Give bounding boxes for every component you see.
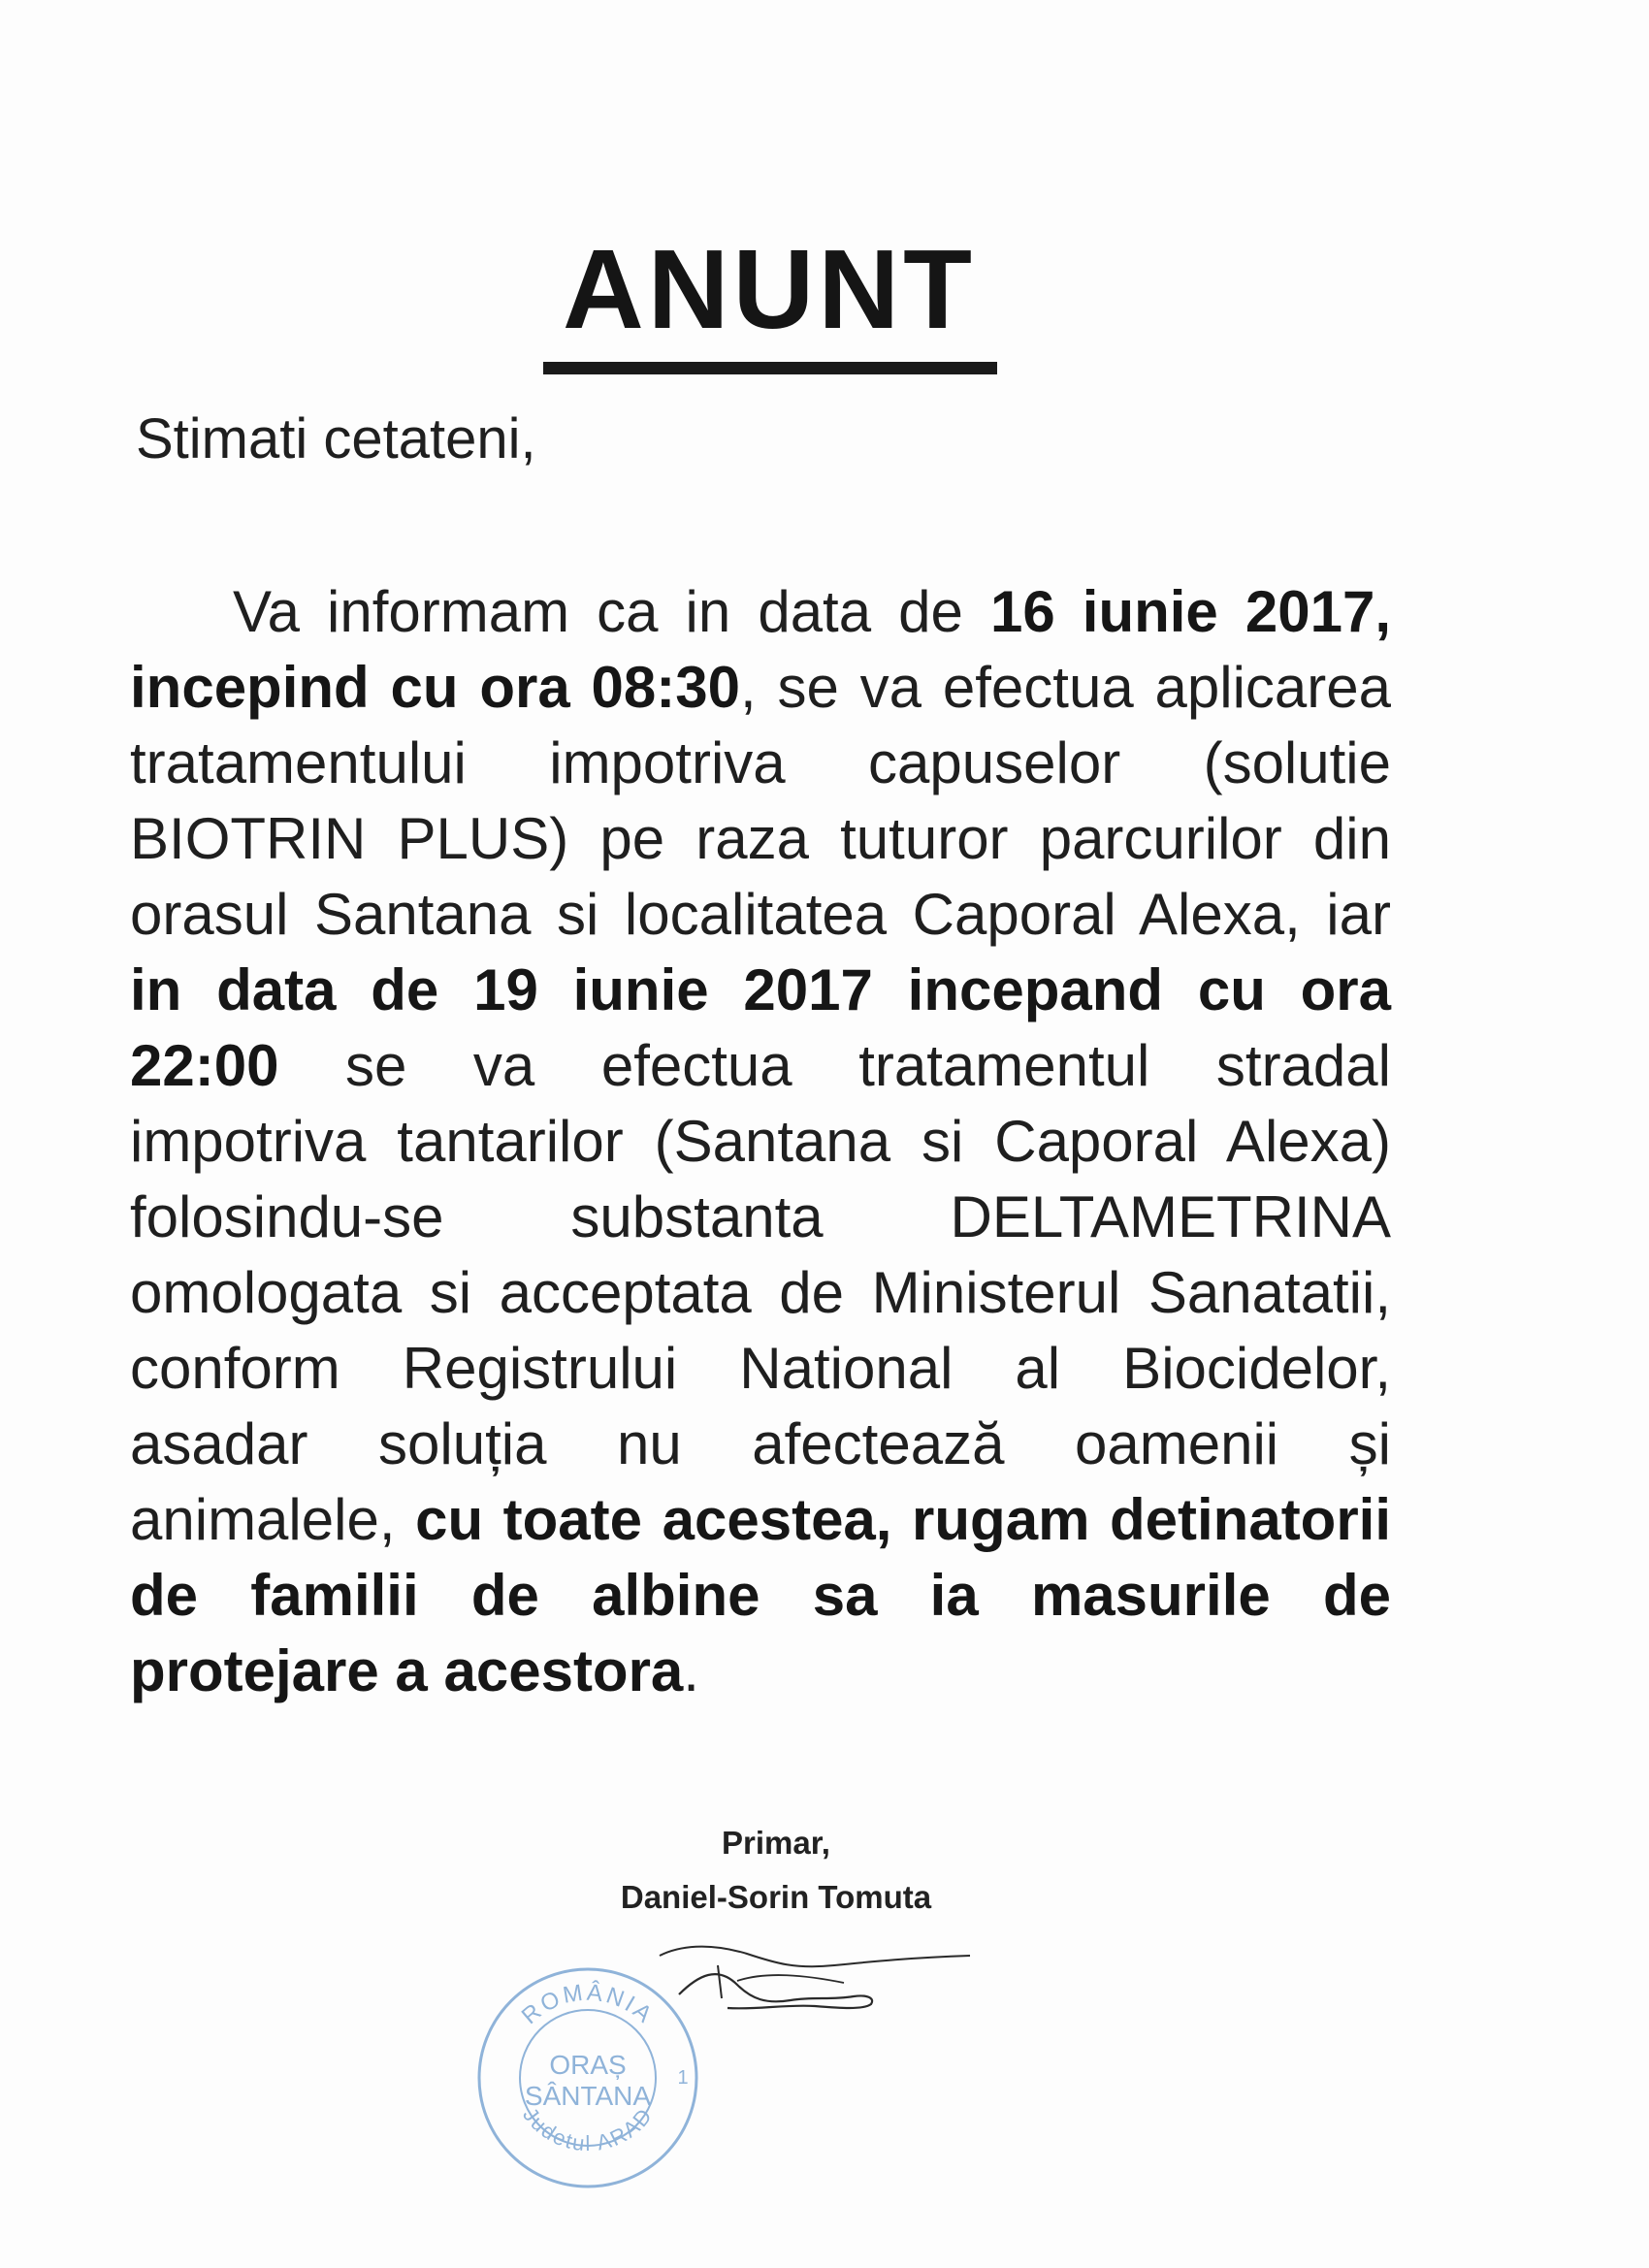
stamp-center-line1: ORAȘ [549,2050,627,2080]
body-run: se va efectua tratamentul stradal impotriva tantarilor (Santana si Caporal Alexa) folosindu-se substanta DELTAMETRINA omologata si acceptata de Ministerul Sanatatii, conform Registrului National al Biocidelor, asadar soluția nu afectează oamenii și animalele, [130,1033,1391,1552]
signature-block [543,1816,1009,1925]
body-emphasis: in data de 19 iunie 2017 incepand cu ora 22:00 [130,957,1391,1098]
title-underline [543,362,997,374]
stamp-top-text: ROMÂNIA [516,1979,660,2030]
announcement-body [130,574,1391,1709]
body-run: . [683,1638,699,1703]
official-stamp [471,1961,704,2194]
signatory-role: Primar, [722,1825,830,1861]
svg-text:ROMÂNIA [517,1979,660,2029]
document-title: ANUNT [563,226,976,352]
stamp-bottom-text: Judetul ARAD [518,2102,658,2156]
body-run: Va informam ca in data de [233,579,990,644]
body-emphasis: 16 iunie 2017, incepind cu ora 08:30 [130,579,1391,720]
body-emphasis: cu toate acestea, rugam detinatorii de familii de albine sa ia masurile de protejare a acestora [130,1487,1392,1703]
stamp-center-line2: SÂNTANA [524,2081,652,2111]
signatory-name: Daniel-Sorin Tomuta [620,1879,932,1915]
greeting: Stimati cetateni, [136,407,536,470]
body-run: , se va efectua aplicarea tratamentului impotriva capuselor (solutie BIOTRIN PLUS) pe raza tuturor parcurilor din orasul Santana si localitatea Caporal Alexa, iar [130,655,1391,947]
stamp-number: 1 [677,2067,689,2089]
